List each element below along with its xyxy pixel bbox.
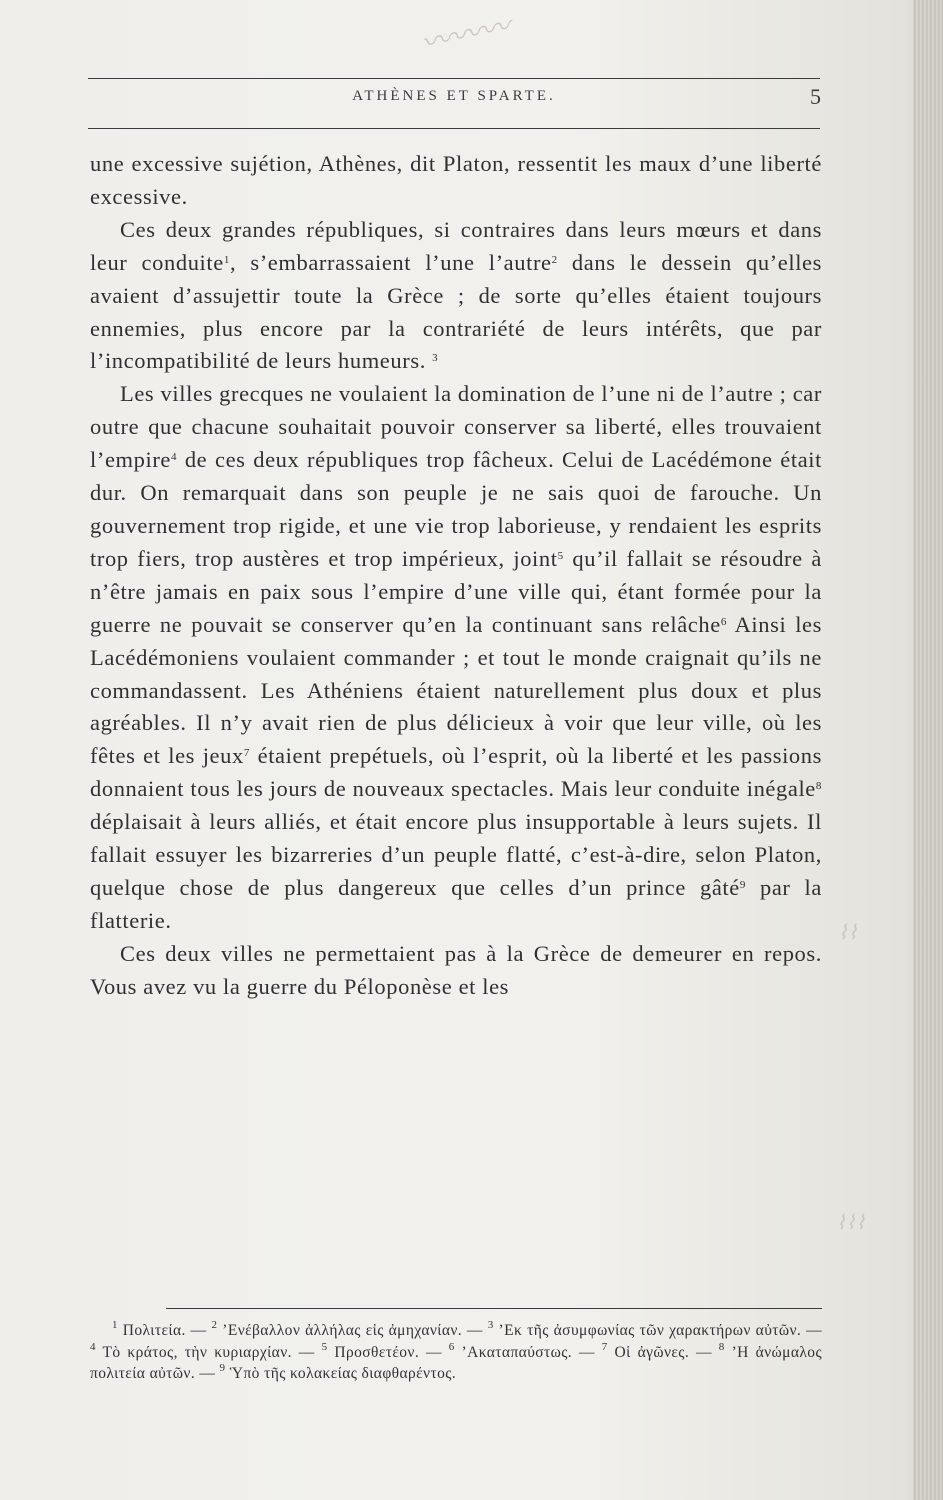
footnote-number: 4 — [90, 1340, 96, 1353]
pencil-scribble-top: 〰〰〰 — [418, 8, 514, 62]
text-run: Ces deux grandes républiques, si contraires dans leurs mœurs et dans leur conduite — [90, 216, 822, 275]
footnote-text: Τὸ κράτος, τὴν κυριαρχίαν. — — [95, 1343, 322, 1361]
footnote-ref: 1 — [223, 253, 230, 266]
footnote-text: Πολιτεία. — — [117, 1322, 212, 1339]
header-rule-top — [88, 78, 820, 79]
footnote-text: ’Ακαταπαύστως. — — [454, 1343, 602, 1361]
page-number: 5 — [810, 84, 821, 109]
text-run: une excessive sujétion, Athènes, dit Platon, ressentit les maux d’une liberté excessive. — [90, 151, 822, 209]
paragraph — [90, 938, 822, 1004]
footnote-text: ’Ενέβαλλον ἀλλήλας εἰς ἀμηχανίαν. — — [217, 1322, 488, 1339]
pencil-scribble-margin-lower: ⌇⌇⌇ — [836, 1210, 866, 1234]
footnote-ref: 6 — [720, 615, 727, 628]
footnote-text: Ὑπὸ τῆς κολακείας διαφθαρέντος. — [225, 1365, 457, 1382]
paragraph — [90, 214, 822, 379]
footnote-ref: 8 — [815, 780, 822, 793]
footnote-text: Προσθετέον. — — [327, 1343, 449, 1361]
header-rule-bottom — [88, 128, 820, 129]
running-title: ATHÈNES ET SPARTE. — [352, 88, 556, 104]
footnote-number: 8 — [718, 1340, 725, 1353]
text-run: étaient prepétuels, où l’esprit, où la liberté et les passions donnaient tous les jours de nouveaux spectacles. Mais leur conduite inégale — [90, 743, 822, 802]
main-text — [90, 148, 822, 1004]
footnote-number: 9 — [219, 1362, 226, 1374]
footnote-ref: 5 — [557, 549, 564, 562]
footnote-text: ’Η ἀνώμαλος πολιτεία αὐτῶν. — — [90, 1343, 822, 1382]
footnote-ref: 9 — [739, 878, 746, 891]
footnote-ref: 4 — [171, 451, 178, 464]
paragraph — [90, 378, 822, 937]
footnote-number: 7 — [601, 1340, 608, 1353]
footnotes — [90, 1320, 822, 1385]
text-run: par la flatterie. — [90, 874, 822, 933]
text-run: Ainsi les Lacédémoniens voulaient commander ; et tout le monde craignait qu’ils ne commandassent. Les Athéniens étaient naturellement plus doux et plus agréables. Il n’y avait rien de plus délicieux à voir que leur ville, où les fêtes et les jeux — [90, 611, 823, 769]
footnote-text: Οἱ ἀγῶνες. — — [607, 1343, 719, 1361]
footnote-number: 5 — [321, 1340, 328, 1353]
text-run: Ces deux villes ne permettaient pas à la Grèce de demeurer en repos. Vous avez vu la guerre du Péloponèse et les — [90, 940, 822, 999]
footnote-number: 1 — [112, 1319, 118, 1331]
footnote-rule — [166, 1308, 822, 1309]
footnote-number: 2 — [211, 1319, 218, 1331]
text-run: dans le dessein qu’elles avaient d’assujettir toute la Grèce ; de sorte qu’elles étaient toujours ennemies, plus encore par la contrariété de leurs intérêts, que par l’incompatibilité de leurs humeurs. — [90, 249, 822, 374]
footnote-number: 6 — [448, 1340, 455, 1353]
footnote-number: 3 — [487, 1319, 494, 1331]
text-run: de ces deux républiques trop fâcheux. Celui de Lacédémone était dur. On remarquait dans son peuple je ne sais quoi de farouche. Un gouvernement trop rigide, et une vie trop laborieuse, y rendaient les esprits trop fiers, trop austères et trop impérieux, joint — [90, 447, 822, 571]
footnote-ref: 2 — [551, 253, 558, 266]
footnote-ref: 7 — [243, 747, 250, 760]
text-run: Les villes grecques ne voulaient la domination de l’une ni de l’autre ; car outre que chacune souhaitait pouvoir conserver sa liberté, elles trouvaient l’empire — [90, 381, 822, 473]
text-run: , s’embarrassaient l’une l’autre — [229, 249, 552, 275]
footnote-block — [90, 1320, 822, 1385]
pencil-scribble-margin: ⌇⌇ — [838, 920, 858, 944]
page-edge — [913, 0, 943, 1500]
footnote-text: ’Εκ τῆς ἀσυμφωνίας τῶν χαρακτήρων αὐτῶν. — — [493, 1322, 822, 1339]
footnote-ref: 3 — [432, 352, 439, 365]
text-run: qu’il fallait se résoudre à n’être jamais en paix sous l’empire d’une ville qui, étant formée pour la guerre ne pouvait se conserver qu’en la continuant sans relâche — [90, 545, 822, 637]
text-run: déplaisait à leurs alliés, et était encore plus insupportable à leurs sujets. Il fallait essuyer les bizarreries d’un peuple flatté, c’est-à-dire, selon Platon, quelque chose de plus dangereux que celles d’un prince gâté — [90, 809, 822, 900]
paragraph — [90, 148, 822, 214]
